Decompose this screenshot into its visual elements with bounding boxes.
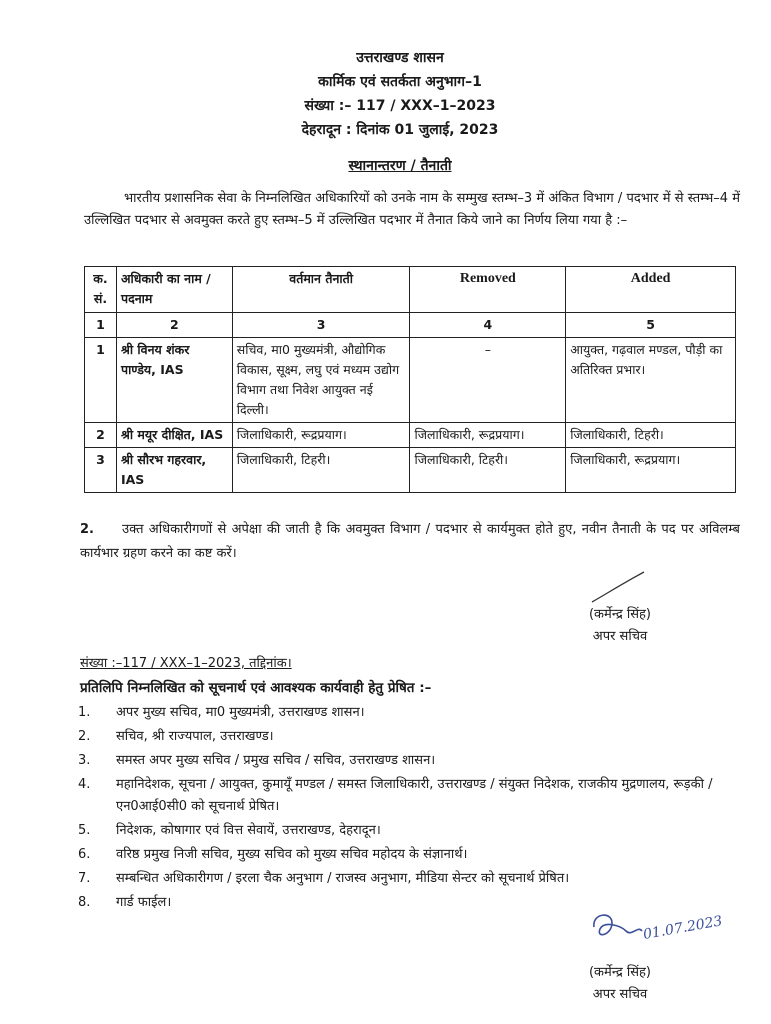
row-sno: 1 bbox=[85, 338, 117, 423]
list-item bbox=[78, 868, 738, 890]
row-name: श्री सौरभ गहरवार, IAS bbox=[116, 448, 232, 493]
row-removed: जिलाधिकारी, टिहरी। bbox=[410, 448, 566, 493]
table-row bbox=[85, 338, 736, 423]
header-order-number: संख्या :– 117 / XXX–1–2023 bbox=[304, 98, 496, 114]
transfer-table bbox=[84, 266, 736, 493]
table-row bbox=[85, 423, 736, 448]
list-item-text: समस्त अपर मुख्य सचिव / प्रमुख सचिव / सचिव, उत्तराखण्ड शासन। bbox=[116, 753, 436, 768]
list-item-number: 8. bbox=[78, 895, 91, 910]
row-name: श्री मयूर दीक्षित, IAS bbox=[116, 423, 232, 448]
list-item bbox=[78, 750, 738, 772]
list-item-number: 1. bbox=[78, 705, 91, 720]
row-current: जिलाधिकारी, रूद्रप्रयाग। bbox=[232, 423, 410, 448]
signatory2-name: (कर्मेन्द्र सिंह) bbox=[588, 965, 651, 980]
header-government: उत्तराखण्ड शासन bbox=[356, 50, 444, 66]
paragraph-2 bbox=[80, 518, 740, 566]
copy-heading: प्रतिलिपि निम्नलिखित को सूचनार्थ एवं आवश्यक कार्यवाही हेतु प्रेषित :– bbox=[80, 680, 432, 696]
colnum-2: 2 bbox=[116, 313, 232, 338]
list-item bbox=[78, 820, 738, 842]
row-removed: – bbox=[410, 338, 566, 423]
row-current: सचिव, मा0 मुख्यमंत्री, औद्योगिक विकास, सूक्ष्म, लघु एवं मध्यम उद्योग विभाग तथा निवेश आयुक्त नई दिल्ली। bbox=[232, 338, 410, 423]
row-added: आयुक्त, गढ़वाल मण्डल, पौड़ी का अतिरिक्त प्रभार। bbox=[566, 338, 736, 423]
row-current: जिलाधिकारी, टिहरी। bbox=[232, 448, 410, 493]
signatory-designation: अपर सचिव bbox=[592, 629, 648, 644]
list-item bbox=[78, 844, 738, 866]
list-item-number: 3. bbox=[78, 753, 91, 768]
intro-text: भारतीय प्रशासनिक सेवा के निम्नलिखित अधिकारियों को उनके नाम के सम्मुख स्तम्भ–3 में अंकित विभाग / पदभार में से स्तम्भ–4 में उल्लिखित पदभार से अवमुक्त करते हुए स्तम्भ–5 में उल्लिखित पदभार में तैनात किये जाने का निर्णय लिया गया है :– bbox=[84, 191, 740, 228]
colnum-1: 1 bbox=[85, 313, 117, 338]
table-header-row bbox=[85, 267, 736, 313]
list-item-text: महानिदेशक, सूचना / आयुक्त, कुमायूँ मण्डल / समस्त जिलाधिकारी, उत्तराखण्ड / संयुक्त निदेशक, राजकीय मुद्रणालय, रूड़की / एन0आई0सी0 को सूचनार्थ प्रेषित। bbox=[116, 777, 713, 814]
colnum-3: 3 bbox=[232, 313, 410, 338]
signatory2-designation: अपर सचिव bbox=[592, 987, 648, 1002]
list-item-text: वरिष्ठ प्रमुख निजी सचिव, मुख्य सचिव को मुख्य सचिव महोदय के संज्ञानार्थ। bbox=[116, 847, 468, 862]
table-colnum-row bbox=[85, 313, 736, 338]
header-department: कार्मिक एवं सतर्कता अनुभाग–1 bbox=[318, 74, 482, 90]
list-item-text: सम्बन्धित अधिकारीगण / इरला चैक अनुभाग / राजस्व अनुभाग, मीडिया सेन्टर को सूचनार्थ प्रेषित। bbox=[116, 871, 570, 886]
header-removed: Removed bbox=[410, 267, 566, 313]
header-name: अधिकारी का नाम / पदनाम bbox=[116, 267, 232, 313]
row-sno: 3 bbox=[85, 448, 117, 493]
header-added: Added bbox=[566, 267, 736, 313]
list-item-number: 4. bbox=[78, 777, 91, 792]
list-item-text: गार्ड फाईल। bbox=[116, 895, 172, 910]
row-added: जिलाधिकारी, टिहरी। bbox=[566, 423, 736, 448]
list-item-text: अपर मुख्य सचिव, मा0 मुख्यमंत्री, उत्तराखण्ड शासन। bbox=[116, 705, 365, 720]
handwritten-signature bbox=[586, 905, 746, 955]
list-item-number: 5. bbox=[78, 823, 91, 838]
list-item-number: 6. bbox=[78, 847, 91, 862]
list-item-number: 7. bbox=[78, 871, 91, 886]
colnum-4: 4 bbox=[410, 313, 566, 338]
header-place-date: देहरादून : दिनांक 01 जुलाई, 2023 bbox=[301, 122, 499, 138]
paragraph-2-text: उक्त अधिकारीगणों से अपेक्षा की जाती है कि अवमुक्त विभाग / पदभार से कार्यमुक्त होते हुए, नवीन तैनाती के पद पर अविलम्ब कार्यभार ग्रहण करने का कष्ट करें। bbox=[80, 522, 740, 561]
list-item-number: 2. bbox=[78, 729, 91, 744]
list-item-text: सचिव, श्री राज्यपाल, उत्तराखण्ड। bbox=[116, 729, 274, 744]
list-item bbox=[78, 774, 738, 818]
header-sno: क. सं. bbox=[85, 267, 117, 313]
row-removed: जिलाधिकारी, रूद्रप्रयाग। bbox=[410, 423, 566, 448]
signature-date: 01.07.2023 bbox=[641, 913, 724, 943]
copy-list bbox=[78, 702, 738, 916]
list-item bbox=[78, 726, 738, 748]
list-item-text: निदेशक, कोषागार एवं वित्त सेवायें, उत्तराखण्ड, देहरादून। bbox=[116, 823, 381, 838]
signature-mark bbox=[588, 568, 648, 608]
row-sno: 2 bbox=[85, 423, 117, 448]
document-title: स्थानान्तरण / तैनाती bbox=[348, 158, 452, 174]
table-row bbox=[85, 448, 736, 493]
header-current: वर्तमान तैनाती bbox=[232, 267, 410, 313]
copy-reference-text: संख्या :–117 / XXX–1–2023, तद्दिनांक। bbox=[80, 656, 292, 671]
intro-paragraph bbox=[84, 188, 740, 232]
copy-reference bbox=[80, 653, 292, 671]
paragraph-number: 2. bbox=[80, 522, 94, 537]
colnum-5: 5 bbox=[566, 313, 736, 338]
row-added: जिलाधिकारी, रूद्रप्रयाग। bbox=[566, 448, 736, 493]
row-name: श्री विनय शंकर पाण्डेय, IAS bbox=[116, 338, 232, 423]
list-item bbox=[78, 702, 738, 724]
signatory-name: (कर्मेन्द्र सिंह) bbox=[588, 607, 651, 622]
